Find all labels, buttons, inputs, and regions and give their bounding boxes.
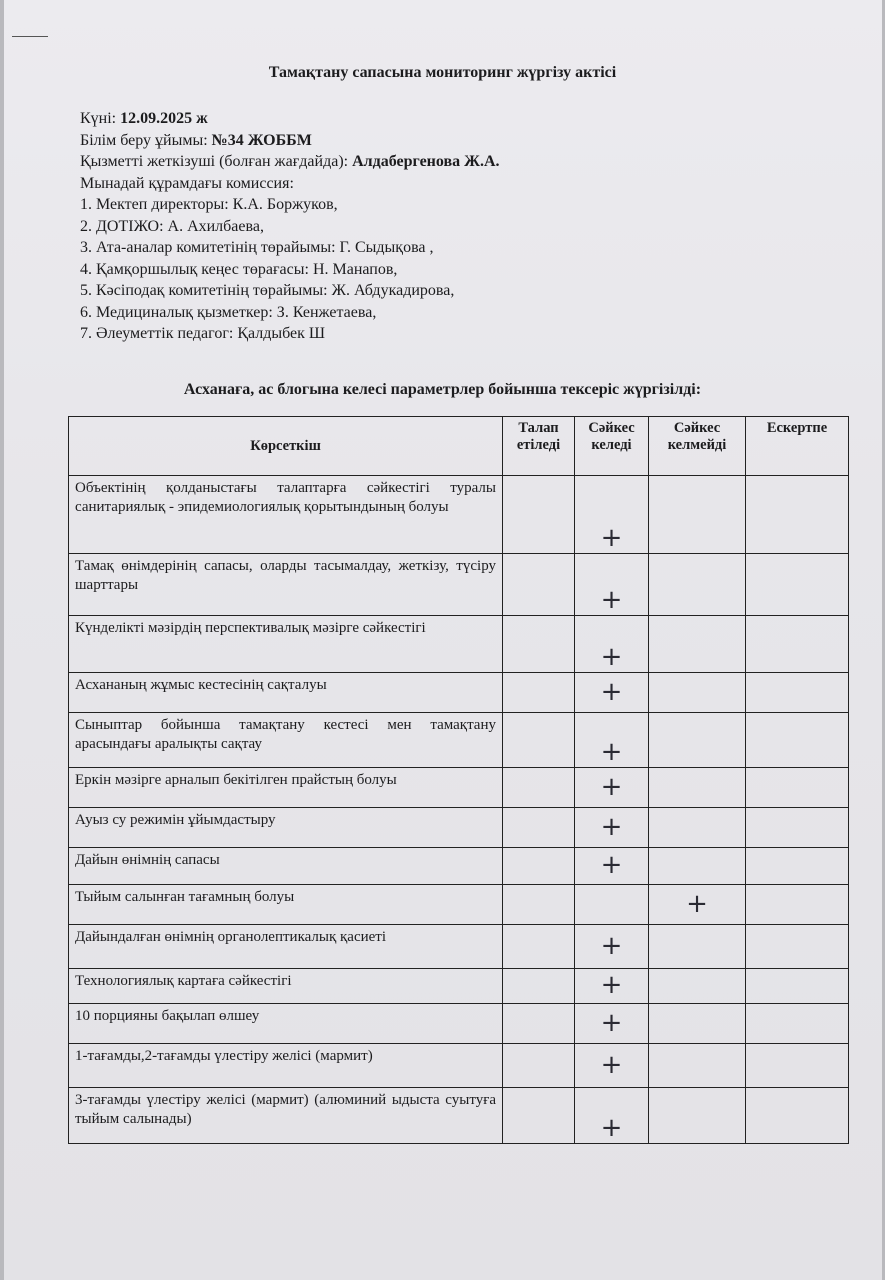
table-row — [69, 554, 849, 616]
org-label: Білім беру ұйымы: — [80, 131, 208, 149]
table-header-row — [69, 417, 849, 476]
header-indicator: Көрсеткіш — [69, 417, 503, 476]
not-complies-cell — [649, 554, 746, 616]
paper-edge-mark — [12, 36, 48, 37]
complies-cell — [575, 713, 649, 768]
note-cell — [746, 1044, 849, 1088]
indicator-cell: 3-тағамды үлестіру желісі (мармит) (алюминий ыдыста суытуға тыйым салынады) — [69, 1088, 503, 1144]
table-row — [69, 969, 849, 1004]
not-complies-cell — [649, 1004, 746, 1044]
indicator-cell: Объектінің қолданыстағы талаптарға сәйкестігі туралы санитариялық - эпидемиологиялық қорытындының болуы — [69, 476, 503, 554]
required-cell — [503, 848, 575, 885]
note-cell — [746, 616, 849, 673]
org-value: №34 ЖОББМ — [211, 131, 312, 149]
complies-cell — [575, 848, 649, 885]
act-info — [80, 108, 500, 345]
not-complies-cell — [649, 808, 746, 848]
commission-member: 6. Медициналық қызметкер: З. Кенжетаева, — [80, 303, 377, 321]
complies-cell — [575, 969, 649, 1004]
complies-cell — [575, 616, 649, 673]
inspection-subtitle: Асханаға, ас блогына келесі параметрлер бойынша тексеріс жүргізілді: — [183, 381, 702, 398]
provider-line — [80, 151, 500, 173]
complies-cell — [575, 554, 649, 616]
handwritten-plus-mark: + — [686, 888, 708, 919]
indicator-cell: Дайындалған өнімнің органолептикалық қасиеті — [69, 925, 503, 969]
table-row — [69, 1088, 849, 1144]
indicator-cell: Технологиялық картаға сәйкестігі — [69, 969, 503, 1004]
complies-cell — [575, 1004, 649, 1044]
required-cell — [503, 925, 575, 969]
table-row — [69, 808, 849, 848]
handwritten-plus-mark: + — [600, 642, 623, 672]
indicator-cell: Тыйым салынған тағамның болуы — [69, 885, 503, 925]
table-row — [69, 768, 849, 808]
date-value: 12.09.2025 ж — [120, 110, 208, 127]
document-title: Тамақтану сапасына мониторинг жүргізу актісі — [268, 64, 617, 81]
complies-cell — [575, 1088, 649, 1144]
indicator-cell: 10 порцияны бақылап өлшеу — [69, 1004, 503, 1044]
handwritten-plus-mark: + — [600, 585, 623, 615]
required-cell — [503, 673, 575, 713]
complies-cell — [575, 768, 649, 808]
handwritten-plus-mark: + — [600, 737, 623, 767]
header-complies: Сәйкес келеді — [575, 417, 649, 476]
handwritten-plus-mark: + — [600, 676, 623, 707]
required-cell — [503, 476, 575, 554]
table-row — [69, 713, 849, 768]
date-line — [80, 108, 500, 130]
handwritten-plus-mark: + — [600, 930, 623, 961]
indicator-cell: 1-тағамды,2-тағамды үлестіру желісі (мармит) — [69, 1044, 503, 1088]
table-row — [69, 925, 849, 969]
complies-cell — [575, 673, 649, 713]
table-row — [69, 1044, 849, 1088]
note-cell — [746, 925, 849, 969]
table-row — [69, 673, 849, 713]
not-complies-cell — [649, 1044, 746, 1088]
inspection-table — [68, 416, 849, 1144]
not-complies-cell — [649, 848, 746, 885]
commission-member: 4. Қамқоршылық кеңес төрағасы: Н. Манапов, — [80, 260, 398, 278]
commission-member: 5. Кәсіподақ комитетінің төрайымы: Ж. Абдукадирова, — [80, 282, 455, 299]
table-row — [69, 1004, 849, 1044]
note-cell — [746, 476, 849, 554]
header-required: Талап етіледі — [503, 417, 575, 476]
not-complies-cell — [649, 885, 746, 925]
not-complies-cell — [649, 713, 746, 768]
complies-cell — [575, 808, 649, 848]
commission-member: 1. Мектеп директоры: К.А. Боржуков, — [80, 196, 338, 213]
not-complies-cell — [649, 768, 746, 808]
handwritten-plus-mark: + — [600, 1113, 623, 1143]
required-cell — [503, 616, 575, 673]
handwritten-plus-mark: + — [600, 850, 623, 880]
commission-member: 3. Ата-аналар комитетінің төрайымы: Г. Сыдықова , — [80, 239, 434, 256]
handwritten-plus-mark: + — [600, 1007, 623, 1038]
complies-cell — [575, 1044, 649, 1088]
required-cell — [503, 768, 575, 808]
indicator-cell: Тамақ өнімдерінің сапасы, оларды тасымалдау, жеткізу, түсіру шарттары — [69, 554, 503, 616]
indicator-cell: Сыныптар бойынша тамақтану кестесі мен тамақтану арасындағы аралықты сақтау — [69, 713, 503, 768]
not-complies-cell — [649, 673, 746, 713]
header-note: Ескертпе — [746, 417, 849, 476]
not-complies-cell — [649, 925, 746, 969]
commission-label: Мынадай құрамдағы комиссия: — [80, 174, 294, 192]
complies-cell — [575, 476, 649, 554]
date-label: Күні: — [80, 110, 117, 127]
required-cell — [503, 713, 575, 768]
note-cell — [746, 808, 849, 848]
required-cell — [503, 554, 575, 616]
indicator-cell: Күнделікті мәзірдің перспективалық мәзірге сәйкестігі — [69, 616, 503, 673]
note-cell — [746, 848, 849, 885]
indicator-cell: Дайын өнімнің сапасы — [69, 848, 503, 885]
table-row — [69, 885, 849, 925]
commission-member: 7. Әлеуметтік педагог: Қалдыбек Ш — [80, 325, 326, 342]
table-row — [69, 848, 849, 885]
provider-label: Қызметті жеткізуші (болған жағдайда): — [80, 153, 349, 170]
table-row — [69, 476, 849, 554]
required-cell — [503, 1044, 575, 1088]
indicator-cell: Асхананың жұмыс кестесінің сақталуы — [69, 673, 503, 713]
org-line — [80, 130, 500, 152]
note-cell — [746, 713, 849, 768]
required-cell — [503, 1088, 575, 1144]
not-complies-cell — [649, 616, 746, 673]
handwritten-plus-mark: + — [600, 811, 623, 842]
complies-cell — [575, 925, 649, 969]
note-cell — [746, 768, 849, 808]
note-cell — [746, 969, 849, 1004]
handwritten-plus-mark: + — [600, 771, 623, 802]
indicator-cell: Ауыз су режимін ұйымдастыру — [69, 808, 503, 848]
note-cell — [746, 554, 849, 616]
note-cell — [746, 1088, 849, 1144]
note-cell — [746, 673, 849, 713]
table-row — [69, 616, 849, 673]
not-complies-cell — [649, 1088, 746, 1144]
note-cell — [746, 885, 849, 925]
not-complies-cell — [649, 969, 746, 1004]
provider-value: Алдабергенова Ж.А. — [352, 153, 500, 170]
required-cell — [503, 969, 575, 1004]
not-complies-cell — [649, 476, 746, 554]
handwritten-plus-mark: + — [600, 1049, 623, 1080]
header-not-complies: Сәйкес келмейді — [649, 417, 746, 476]
indicator-cell: Еркін мәзірге арналып бекітілген прайстың болуы — [69, 768, 503, 808]
note-cell — [746, 1004, 849, 1044]
complies-cell — [575, 885, 649, 925]
required-cell — [503, 808, 575, 848]
required-cell — [503, 1004, 575, 1044]
required-cell — [503, 885, 575, 925]
commission-member: 2. ДОТІЖО: А. Ахилбаева, — [80, 217, 264, 235]
handwritten-plus-mark: + — [600, 523, 623, 553]
handwritten-plus-mark: + — [600, 970, 623, 1000]
